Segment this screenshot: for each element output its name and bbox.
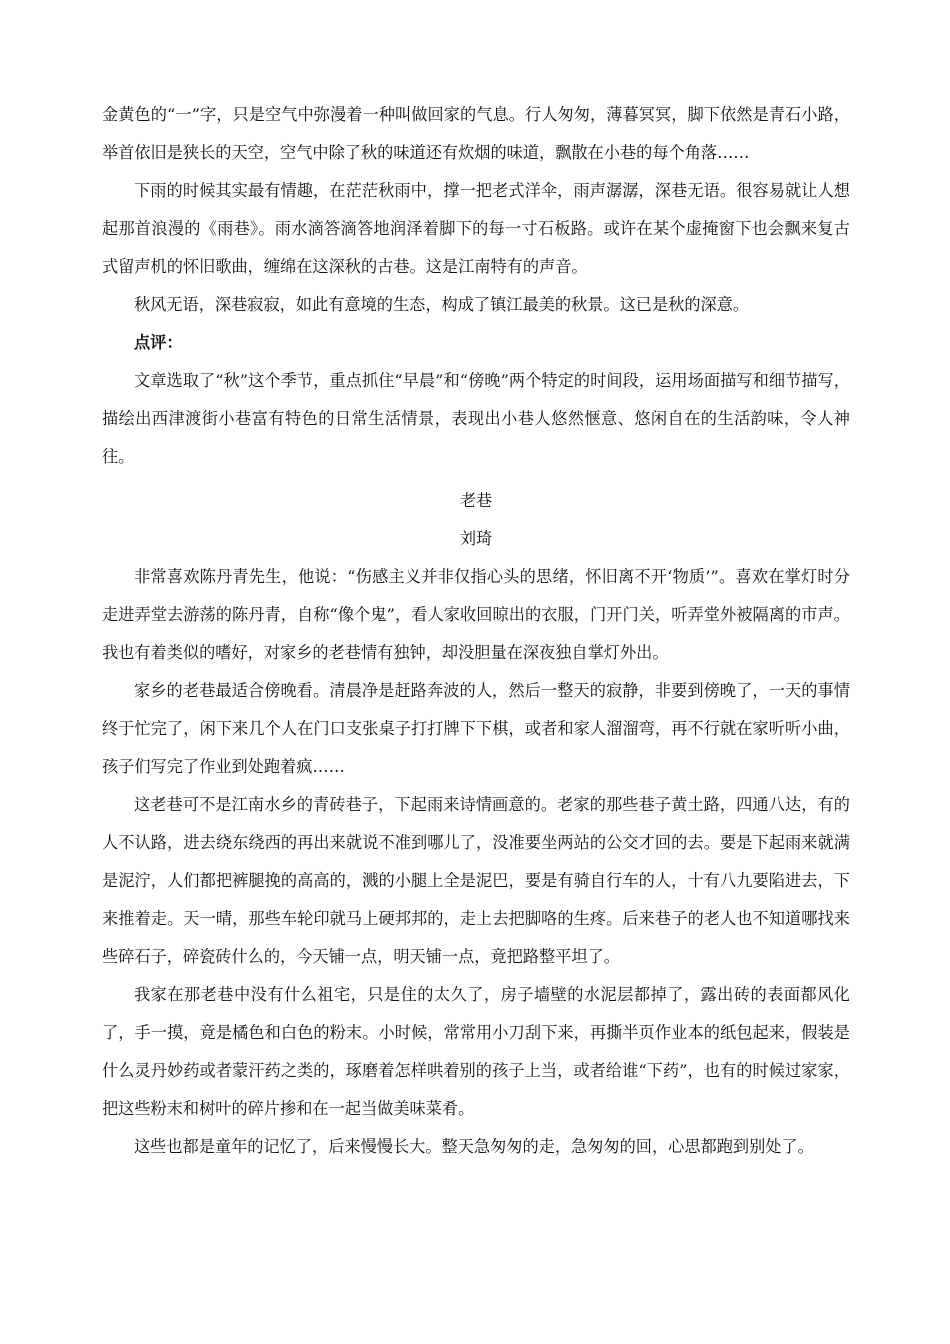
review-heading: 点评：	[134, 333, 183, 352]
paragraph-autumn-wind: 秋风无语，深巷寂寂，如此有意境的生态，构成了镇江最美的秋景。这已是秋的深意。	[134, 295, 750, 314]
document-page	[102, 96, 850, 1166]
paragraph-old-lane: 这老巷可不是江南水乡的青砖巷子，下起雨来诗情画意的。老家的那些巷子黄土路，四通八达，有的人不认路，进去绕东绕西的再出来就说不准到哪儿了，没准要坐两站的公交才回的去。要是下起雨来就满是泥泞，人们都把裤腿挽的高高的，溅的小腿上全是泥巴，要是有骑自行车的人，十有八九要陷进去，下来推着走。天一晴，那些车轮印就马上硬邦邦的，走上去把脚咯的生疼。后来巷子的老人也不知道哪找来些碎石子，碎瓷砖什么的，今天铺一点，明天铺一点，竟把路整平坦了。	[102, 795, 850, 966]
essay-title: 老巷	[459, 491, 493, 510]
paragraph-continuation: 金黄色的“一”字，只是空气中弥漫着一种叫做回家的气息。行人匆匆，薄暮冥冥，脚下依然是青石小路，举首依旧是狭长的天空，空气中除了秋的味道还有炊烟的味道，飘散在小巷的每个角落……	[102, 105, 850, 162]
essay-author: 刘琦	[459, 529, 493, 548]
paragraph-home: 我家在那老巷中没有什么祖宅，只是住的太久了，房子墙壁的水泥层都掉了，露出砖的表面都风化了，手一摸，竟是橘色和白色的粉末。小时候，常常用小刀刮下来，再撕半页作业本的纸包起来，假装是什么灵丹妙药或者蒙汗药之类的，琢磨着怎样哄着别的孩子上当，或者给谁“下药”，也有的时候过家家，把这些粉末和树叶的碎片掺和在一起当做美味菜肴。	[102, 985, 850, 1118]
paragraph-chen-danqing: 非常喜欢陈丹青先生，他说：“伤感主义并非仅指心头的思绪，怀旧离不开‘物质’”。喜欢在掌灯时分走进弄堂去游荡的陈丹青，自称“像个鬼”，看人家收回晾出的衣服，门开门关，听弄堂外被隔离的市声。我也有着类似的嗜好，对家乡的老巷情有独钟，却没胆量在深夜独自掌灯外出。	[102, 567, 850, 662]
review-text: 文章选取了“秋”这个季节，重点抓住“早晨”和“傍晚”两个特定的时间段，运用场面描写和细节描写，描绘出西津渡街小巷富有特色的日常生活情景，表现出小巷人悠然惬意、悠闲自在的生活韵味，令人神往。	[102, 371, 850, 466]
paragraph-evening: 家乡的老巷最适合傍晚看。清晨净是赶路奔波的人，然后一整天的寂静，非要到傍晚了，一天的事情终于忙完了，闲下来几个人在门口支张桌子打打牌下下棋，或者和家人溜溜弯，再不行就在家听听小曲，孩子们写完了作业到处跑着疯……	[102, 681, 850, 776]
paragraph-rain: 下雨的时候其实最有情趣，在茫茫秋雨中，撑一把老式洋伞，雨声潺潺，深巷无语。很容易就让人想起那首浪漫的《雨巷》。雨水滴答滴答地润泽着脚下的每一寸石板路。或许在某个虚掩窗下也会飘来复古式留声机的怀旧歌曲，缠绵在这深秋的古巷。这是江南特有的声音。	[102, 181, 850, 276]
paragraph-childhood: 这些也都是童年的记忆了，后来慢慢长大。整天急匆匆的走，急匆匆的回，心思都跑到别处了。	[134, 1137, 814, 1156]
